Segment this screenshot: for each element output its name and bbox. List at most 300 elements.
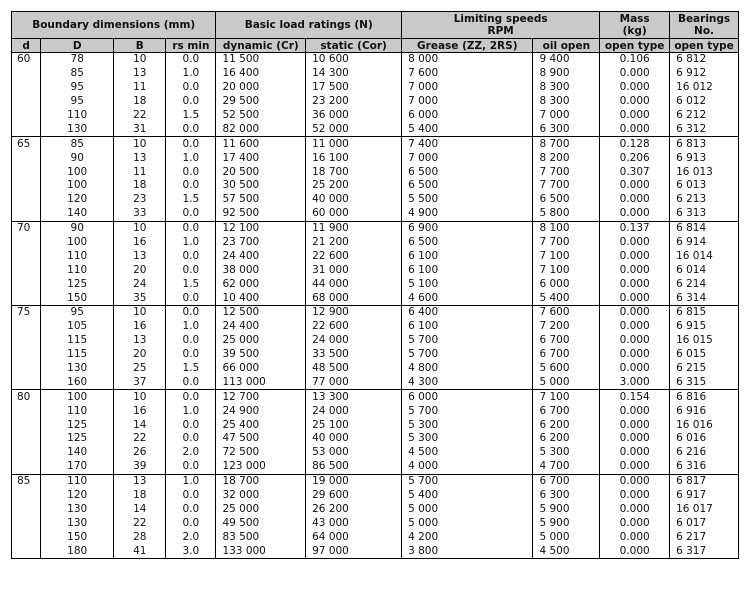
cell-width: 24 bbox=[114, 277, 166, 291]
cell-bore-diameter bbox=[12, 375, 41, 389]
cell-rs-min: 0.0 bbox=[166, 137, 216, 151]
cell-grease-speed: 5 700 bbox=[402, 404, 533, 418]
cell-oil-speed: 8 200 bbox=[533, 151, 600, 165]
cell-oil-speed: 5 000 bbox=[533, 375, 600, 389]
cell-outer-diameter: 90 bbox=[41, 151, 114, 165]
cell-dynamic-load: 57 500 bbox=[216, 193, 306, 207]
cell-grease-speed: 5 700 bbox=[402, 348, 533, 362]
cell-dynamic-load: 47 500 bbox=[216, 432, 306, 446]
cell-oil-speed: 7 700 bbox=[533, 236, 600, 250]
cell-width: 33 bbox=[114, 207, 166, 221]
cell-bearing-number: 6 817 bbox=[670, 474, 739, 488]
cell-outer-diameter: 150 bbox=[41, 530, 114, 544]
cell-width: 22 bbox=[114, 432, 166, 446]
cell-bearing-number: 6 812 bbox=[670, 53, 739, 67]
cell-oil-speed: 6 700 bbox=[533, 348, 600, 362]
cell-bearing-number: 6 215 bbox=[670, 362, 739, 376]
cell-oil-speed: 7 700 bbox=[533, 165, 600, 179]
cell-dynamic-load: 66 000 bbox=[216, 362, 306, 376]
cell-static-load: 40 000 bbox=[306, 432, 402, 446]
header-bearings-line1: Bearings bbox=[677, 13, 731, 25]
bore-group bbox=[12, 306, 739, 390]
cell-oil-speed: 5 800 bbox=[533, 207, 600, 221]
header-mass-line2: (kg) bbox=[622, 25, 647, 37]
cell-bearing-number: 6 815 bbox=[670, 306, 739, 320]
cell-width: 11 bbox=[114, 81, 166, 95]
cell-rs-min: 2.0 bbox=[166, 446, 216, 460]
cell-rs-min: 0.0 bbox=[166, 263, 216, 277]
cell-mass: 0.000 bbox=[600, 95, 670, 109]
cell-outer-diameter: 115 bbox=[41, 334, 114, 348]
table-row bbox=[12, 474, 739, 488]
cell-oil-speed: 8 300 bbox=[533, 95, 600, 109]
cell-bore-diameter bbox=[12, 432, 41, 446]
header-basic-load-ratings: Basic load ratings (N) bbox=[216, 12, 402, 39]
cell-grease-speed: 8 000 bbox=[402, 53, 533, 67]
cell-bore-diameter bbox=[12, 122, 41, 136]
cell-mass: 0.106 bbox=[600, 53, 670, 67]
cell-static-load: 14 300 bbox=[306, 67, 402, 81]
header-limiting-speeds-line2: RPM bbox=[487, 25, 514, 37]
cell-outer-diameter: 120 bbox=[41, 193, 114, 207]
cell-static-load: 21 200 bbox=[306, 236, 402, 250]
table-row bbox=[12, 249, 739, 263]
cell-outer-diameter: 110 bbox=[41, 263, 114, 277]
cell-width: 18 bbox=[114, 179, 166, 193]
cell-grease-speed: 6 000 bbox=[402, 109, 533, 123]
cell-oil-speed: 6 200 bbox=[533, 432, 600, 446]
cell-mass: 0.000 bbox=[600, 320, 670, 334]
cell-bearing-number: 16 016 bbox=[670, 418, 739, 432]
cell-rs-min: 2.0 bbox=[166, 530, 216, 544]
header-mass-line1: Mass bbox=[619, 13, 650, 25]
cell-dynamic-load: 24 400 bbox=[216, 249, 306, 263]
cell-rs-min: 0.0 bbox=[166, 122, 216, 136]
cell-bore-diameter bbox=[12, 446, 41, 460]
cell-static-load: 16 100 bbox=[306, 151, 402, 165]
cell-grease-speed: 7 400 bbox=[402, 137, 533, 151]
cell-width: 37 bbox=[114, 375, 166, 389]
cell-grease-speed: 6 500 bbox=[402, 179, 533, 193]
cell-static-load: 48 500 bbox=[306, 362, 402, 376]
cell-rs-min: 1.0 bbox=[166, 67, 216, 81]
cell-width: 16 bbox=[114, 236, 166, 250]
cell-bore-diameter: 65 bbox=[12, 137, 41, 151]
cell-width: 20 bbox=[114, 263, 166, 277]
table-row bbox=[12, 334, 739, 348]
cell-grease-speed: 5 000 bbox=[402, 503, 533, 517]
cell-bore-diameter bbox=[12, 460, 41, 474]
cell-dynamic-load: 30 500 bbox=[216, 179, 306, 193]
cell-bearing-number: 6 212 bbox=[670, 109, 739, 123]
cell-bore-diameter bbox=[12, 516, 41, 530]
table-row bbox=[12, 53, 739, 67]
cell-bore-diameter: 85 bbox=[12, 474, 41, 488]
bore-group bbox=[12, 390, 739, 474]
cell-grease-speed: 7 600 bbox=[402, 67, 533, 81]
cell-mass: 0.000 bbox=[600, 503, 670, 517]
table-row bbox=[12, 81, 739, 95]
table-row bbox=[12, 418, 739, 432]
cell-bore-diameter bbox=[12, 207, 41, 221]
cell-bore-diameter bbox=[12, 348, 41, 362]
cell-static-load: 24 000 bbox=[306, 404, 402, 418]
cell-rs-min: 0.0 bbox=[166, 81, 216, 95]
cell-width: 13 bbox=[114, 334, 166, 348]
cell-dynamic-load: 24 900 bbox=[216, 404, 306, 418]
cell-mass: 0.000 bbox=[600, 404, 670, 418]
cell-width: 20 bbox=[114, 348, 166, 362]
cell-mass: 0.206 bbox=[600, 151, 670, 165]
header-limiting-speeds-line1: Limiting speeds bbox=[453, 13, 548, 25]
cell-rs-min: 0.0 bbox=[166, 375, 216, 389]
cell-bearing-number: 6 816 bbox=[670, 390, 739, 404]
bore-group bbox=[12, 221, 739, 305]
cell-oil-speed: 6 300 bbox=[533, 489, 600, 503]
cell-width: 26 bbox=[114, 446, 166, 460]
cell-bore-diameter bbox=[12, 320, 41, 334]
cell-bore-diameter bbox=[12, 165, 41, 179]
cell-grease-speed: 5 400 bbox=[402, 122, 533, 136]
cell-mass: 0.000 bbox=[600, 67, 670, 81]
cell-bearing-number: 6 213 bbox=[670, 193, 739, 207]
cell-grease-speed: 4 600 bbox=[402, 291, 533, 305]
cell-bore-diameter bbox=[12, 151, 41, 165]
cell-width: 28 bbox=[114, 530, 166, 544]
cell-rs-min: 1.5 bbox=[166, 277, 216, 291]
table-row bbox=[12, 193, 739, 207]
cell-rs-min: 0.0 bbox=[166, 179, 216, 193]
subheader-dynamic: dynamic (Cr) bbox=[216, 39, 306, 53]
cell-static-load: 31 000 bbox=[306, 263, 402, 277]
cell-mass: 0.000 bbox=[600, 432, 670, 446]
table-row bbox=[12, 207, 739, 221]
cell-oil-speed: 6 700 bbox=[533, 404, 600, 418]
cell-outer-diameter: 85 bbox=[41, 137, 114, 151]
table-row bbox=[12, 263, 739, 277]
table-row bbox=[12, 320, 739, 334]
cell-width: 35 bbox=[114, 291, 166, 305]
cell-width: 39 bbox=[114, 460, 166, 474]
cell-grease-speed: 4 800 bbox=[402, 362, 533, 376]
cell-oil-speed: 8 100 bbox=[533, 221, 600, 235]
cell-mass: 0.000 bbox=[600, 207, 670, 221]
cell-mass: 0.000 bbox=[600, 122, 670, 136]
cell-mass: 0.000 bbox=[600, 418, 670, 432]
cell-width: 13 bbox=[114, 151, 166, 165]
cell-oil-speed: 5 900 bbox=[533, 503, 600, 517]
cell-mass: 0.128 bbox=[600, 137, 670, 151]
table-row bbox=[12, 544, 739, 558]
cell-dynamic-load: 18 700 bbox=[216, 474, 306, 488]
cell-outer-diameter: 140 bbox=[41, 446, 114, 460]
cell-bore-diameter bbox=[12, 109, 41, 123]
table-row bbox=[12, 362, 739, 376]
cell-bearing-number: 16 015 bbox=[670, 334, 739, 348]
cell-grease-speed: 6 400 bbox=[402, 306, 533, 320]
cell-grease-speed: 6 500 bbox=[402, 236, 533, 250]
cell-dynamic-load: 82 000 bbox=[216, 122, 306, 136]
cell-static-load: 26 200 bbox=[306, 503, 402, 517]
cell-bearing-number: 6 216 bbox=[670, 446, 739, 460]
cell-oil-speed: 5 000 bbox=[533, 530, 600, 544]
cell-width: 22 bbox=[114, 109, 166, 123]
cell-static-load: 22 600 bbox=[306, 249, 402, 263]
cell-mass: 0.000 bbox=[600, 277, 670, 291]
cell-dynamic-load: 10 400 bbox=[216, 291, 306, 305]
header-bearings bbox=[670, 12, 739, 39]
cell-rs-min: 0.0 bbox=[166, 390, 216, 404]
cell-mass: 0.000 bbox=[600, 348, 670, 362]
cell-oil-speed: 5 600 bbox=[533, 362, 600, 376]
cell-rs-min: 0.0 bbox=[166, 334, 216, 348]
table-row bbox=[12, 95, 739, 109]
table-row bbox=[12, 516, 739, 530]
table-row bbox=[12, 375, 739, 389]
bore-group bbox=[12, 474, 739, 558]
table-row bbox=[12, 530, 739, 544]
cell-bore-diameter bbox=[12, 179, 41, 193]
cell-mass: 0.000 bbox=[600, 530, 670, 544]
cell-static-load: 25 100 bbox=[306, 418, 402, 432]
cell-oil-speed: 6 000 bbox=[533, 277, 600, 291]
cell-rs-min: 1.0 bbox=[166, 151, 216, 165]
cell-outer-diameter: 160 bbox=[41, 375, 114, 389]
bore-group bbox=[12, 53, 739, 137]
cell-rs-min: 1.0 bbox=[166, 474, 216, 488]
cell-mass: 0.000 bbox=[600, 193, 670, 207]
cell-outer-diameter: 180 bbox=[41, 544, 114, 558]
cell-rs-min: 1.0 bbox=[166, 320, 216, 334]
cell-outer-diameter: 110 bbox=[41, 404, 114, 418]
cell-bore-diameter bbox=[12, 291, 41, 305]
table-row bbox=[12, 404, 739, 418]
cell-outer-diameter: 100 bbox=[41, 390, 114, 404]
cell-width: 13 bbox=[114, 249, 166, 263]
cell-grease-speed: 5 700 bbox=[402, 474, 533, 488]
cell-dynamic-load: 83 500 bbox=[216, 530, 306, 544]
cell-grease-speed: 4 500 bbox=[402, 446, 533, 460]
cell-width: 31 bbox=[114, 122, 166, 136]
cell-static-load: 11 900 bbox=[306, 221, 402, 235]
cell-mass: 0.154 bbox=[600, 390, 670, 404]
cell-grease-speed: 4 300 bbox=[402, 375, 533, 389]
cell-bore-diameter: 75 bbox=[12, 306, 41, 320]
bearing-table-container bbox=[11, 11, 739, 559]
cell-mass: 0.000 bbox=[600, 460, 670, 474]
cell-bore-diameter bbox=[12, 362, 41, 376]
cell-dynamic-load: 16 400 bbox=[216, 67, 306, 81]
cell-grease-speed: 5 700 bbox=[402, 334, 533, 348]
cell-bearing-number: 6 012 bbox=[670, 95, 739, 109]
cell-width: 11 bbox=[114, 165, 166, 179]
cell-width: 23 bbox=[114, 193, 166, 207]
cell-static-load: 44 000 bbox=[306, 277, 402, 291]
cell-static-load: 11 000 bbox=[306, 137, 402, 151]
cell-grease-speed: 5 500 bbox=[402, 193, 533, 207]
cell-mass: 0.000 bbox=[600, 179, 670, 193]
cell-oil-speed: 6 200 bbox=[533, 418, 600, 432]
cell-grease-speed: 6 000 bbox=[402, 390, 533, 404]
cell-mass: 0.137 bbox=[600, 221, 670, 235]
cell-oil-speed: 7 700 bbox=[533, 179, 600, 193]
cell-width: 16 bbox=[114, 320, 166, 334]
cell-bearing-number: 16 014 bbox=[670, 249, 739, 263]
cell-oil-speed: 5 900 bbox=[533, 516, 600, 530]
cell-width: 41 bbox=[114, 544, 166, 558]
table-row bbox=[12, 165, 739, 179]
cell-grease-speed: 5 100 bbox=[402, 277, 533, 291]
cell-grease-speed: 6 100 bbox=[402, 320, 533, 334]
cell-oil-speed: 8 300 bbox=[533, 81, 600, 95]
cell-mass: 0.000 bbox=[600, 249, 670, 263]
cell-mass: 0.000 bbox=[600, 81, 670, 95]
cell-bearing-number: 16 013 bbox=[670, 165, 739, 179]
cell-rs-min: 0.0 bbox=[166, 291, 216, 305]
cell-rs-min: 0.0 bbox=[166, 489, 216, 503]
table-row bbox=[12, 236, 739, 250]
cell-static-load: 64 000 bbox=[306, 530, 402, 544]
cell-static-load: 52 000 bbox=[306, 122, 402, 136]
cell-bearing-number: 6 315 bbox=[670, 375, 739, 389]
cell-grease-speed: 6 100 bbox=[402, 249, 533, 263]
cell-dynamic-load: 25 400 bbox=[216, 418, 306, 432]
cell-dynamic-load: 113 000 bbox=[216, 375, 306, 389]
cell-rs-min: 0.0 bbox=[166, 207, 216, 221]
cell-mass: 0.000 bbox=[600, 236, 670, 250]
cell-width: 22 bbox=[114, 516, 166, 530]
cell-static-load: 97 000 bbox=[306, 544, 402, 558]
cell-dynamic-load: 39 500 bbox=[216, 348, 306, 362]
cell-static-load: 86 500 bbox=[306, 460, 402, 474]
cell-dynamic-load: 12 700 bbox=[216, 390, 306, 404]
cell-bearing-number: 16 012 bbox=[670, 81, 739, 95]
cell-bore-diameter bbox=[12, 503, 41, 517]
cell-rs-min: 0.0 bbox=[166, 348, 216, 362]
cell-bearing-number: 6 914 bbox=[670, 236, 739, 250]
cell-dynamic-load: 20 000 bbox=[216, 81, 306, 95]
cell-mass: 0.307 bbox=[600, 165, 670, 179]
cell-outer-diameter: 130 bbox=[41, 516, 114, 530]
cell-bore-diameter bbox=[12, 95, 41, 109]
cell-dynamic-load: 38 000 bbox=[216, 263, 306, 277]
cell-mass: 0.000 bbox=[600, 474, 670, 488]
cell-outer-diameter: 130 bbox=[41, 503, 114, 517]
cell-outer-diameter: 125 bbox=[41, 432, 114, 446]
cell-dynamic-load: 23 700 bbox=[216, 236, 306, 250]
cell-bearing-number: 6 917 bbox=[670, 489, 739, 503]
cell-dynamic-load: 49 500 bbox=[216, 516, 306, 530]
cell-static-load: 40 000 bbox=[306, 193, 402, 207]
header-bearings-line2: No. bbox=[694, 25, 715, 37]
cell-rs-min: 0.0 bbox=[166, 221, 216, 235]
cell-mass: 0.000 bbox=[600, 291, 670, 305]
cell-grease-speed: 5 300 bbox=[402, 432, 533, 446]
cell-bearing-number: 6 813 bbox=[670, 137, 739, 151]
cell-outer-diameter: 95 bbox=[41, 95, 114, 109]
cell-rs-min: 0.0 bbox=[166, 460, 216, 474]
cell-bearing-number: 6 017 bbox=[670, 516, 739, 530]
cell-rs-min: 0.0 bbox=[166, 432, 216, 446]
cell-oil-speed: 7 100 bbox=[533, 390, 600, 404]
cell-mass: 0.000 bbox=[600, 334, 670, 348]
cell-width: 10 bbox=[114, 306, 166, 320]
subheader-oil-open: oil open bbox=[533, 39, 600, 53]
cell-width: 18 bbox=[114, 489, 166, 503]
cell-grease-speed: 7 000 bbox=[402, 151, 533, 165]
cell-grease-speed: 4 200 bbox=[402, 530, 533, 544]
cell-rs-min: 1.5 bbox=[166, 193, 216, 207]
cell-rs-min: 1.5 bbox=[166, 109, 216, 123]
cell-bore-diameter bbox=[12, 489, 41, 503]
cell-outer-diameter: 130 bbox=[41, 362, 114, 376]
cell-dynamic-load: 12 500 bbox=[216, 306, 306, 320]
cell-oil-speed: 5 400 bbox=[533, 291, 600, 305]
table-row bbox=[12, 460, 739, 474]
cell-grease-speed: 6 900 bbox=[402, 221, 533, 235]
header-mass bbox=[600, 12, 670, 39]
cell-rs-min: 0.0 bbox=[166, 249, 216, 263]
cell-oil-speed: 9 400 bbox=[533, 53, 600, 67]
cell-rs-min: 0.0 bbox=[166, 418, 216, 432]
cell-width: 18 bbox=[114, 95, 166, 109]
subheader-d: d bbox=[12, 39, 41, 53]
subheader-bearing-open-type: open type bbox=[670, 39, 739, 53]
cell-dynamic-load: 123 000 bbox=[216, 460, 306, 474]
cell-width: 10 bbox=[114, 53, 166, 67]
cell-outer-diameter: 100 bbox=[41, 179, 114, 193]
cell-dynamic-load: 12 100 bbox=[216, 221, 306, 235]
cell-outer-diameter: 115 bbox=[41, 348, 114, 362]
bearing-specification-table bbox=[11, 11, 739, 559]
cell-bearing-number: 6 317 bbox=[670, 544, 739, 558]
cell-bearing-number: 6 312 bbox=[670, 122, 739, 136]
cell-bore-diameter bbox=[12, 544, 41, 558]
cell-outer-diameter: 140 bbox=[41, 207, 114, 221]
cell-static-load: 29 600 bbox=[306, 489, 402, 503]
cell-bearing-number: 6 217 bbox=[670, 530, 739, 544]
cell-bearing-number: 6 214 bbox=[670, 277, 739, 291]
cell-bore-diameter bbox=[12, 334, 41, 348]
table-row bbox=[12, 489, 739, 503]
cell-static-load: 77 000 bbox=[306, 375, 402, 389]
cell-rs-min: 0.0 bbox=[166, 306, 216, 320]
cell-bearing-number: 6 015 bbox=[670, 348, 739, 362]
cell-mass: 0.000 bbox=[600, 362, 670, 376]
cell-bearing-number: 6 915 bbox=[670, 320, 739, 334]
cell-rs-min: 0.0 bbox=[166, 165, 216, 179]
cell-static-load: 33 500 bbox=[306, 348, 402, 362]
cell-static-load: 68 000 bbox=[306, 291, 402, 305]
cell-oil-speed: 7 200 bbox=[533, 320, 600, 334]
cell-static-load: 13 300 bbox=[306, 390, 402, 404]
table-row bbox=[12, 137, 739, 151]
cell-outer-diameter: 100 bbox=[41, 236, 114, 250]
cell-bore-diameter bbox=[12, 193, 41, 207]
cell-outer-diameter: 120 bbox=[41, 489, 114, 503]
cell-bearing-number: 16 017 bbox=[670, 503, 739, 517]
cell-static-load: 25 200 bbox=[306, 179, 402, 193]
cell-width: 25 bbox=[114, 362, 166, 376]
cell-outer-diameter: 95 bbox=[41, 81, 114, 95]
cell-static-load: 53 000 bbox=[306, 446, 402, 460]
table-row bbox=[12, 179, 739, 193]
cell-outer-diameter: 78 bbox=[41, 53, 114, 67]
cell-bore-diameter bbox=[12, 249, 41, 263]
cell-width: 14 bbox=[114, 503, 166, 517]
cell-width: 13 bbox=[114, 474, 166, 488]
cell-grease-speed: 5 400 bbox=[402, 489, 533, 503]
